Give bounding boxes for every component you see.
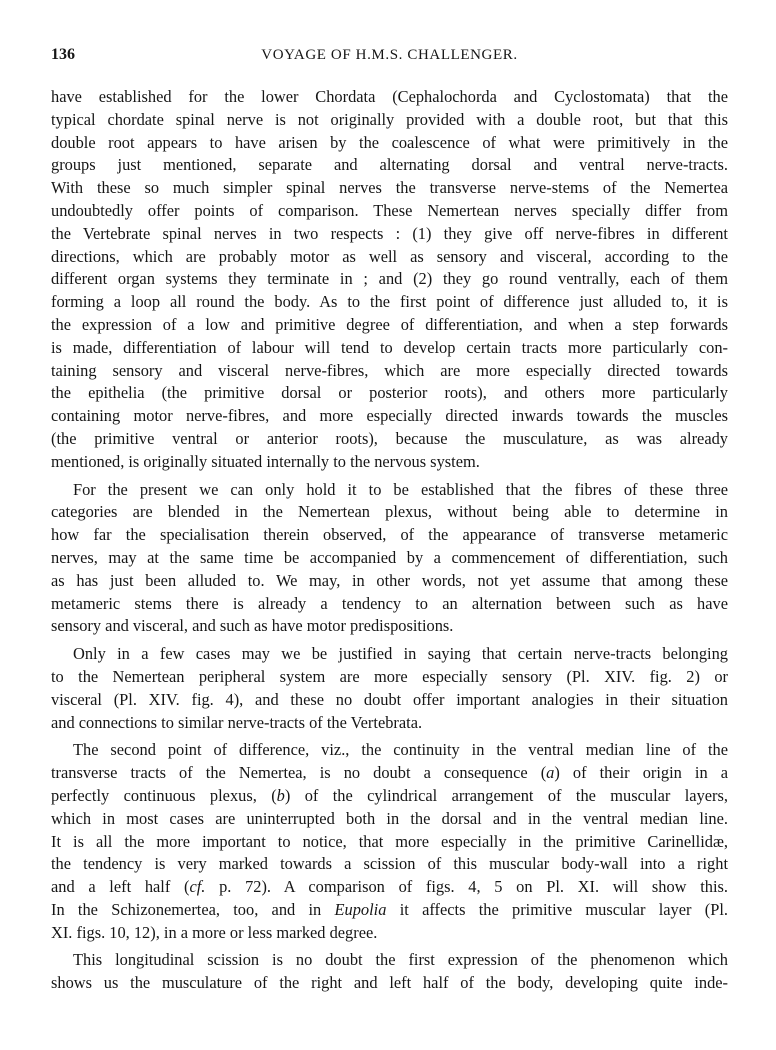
text-line — [51, 899, 728, 922]
text-line — [51, 86, 728, 109]
paragraph — [51, 86, 728, 474]
text-line — [51, 479, 728, 502]
text-line — [51, 785, 728, 808]
text-run: the expression of a low and primitive degree of differentiation, and when a step forwards — [51, 314, 728, 334]
text-run: containing motor nerve-fibres, and more especially directed inwards towards the muscles — [51, 406, 728, 426]
text-line — [51, 451, 728, 474]
text-line — [51, 643, 728, 666]
text-line — [51, 428, 728, 451]
text-run: transverse tracts of the Nemertea, is no doubt a consequence ( — [51, 763, 547, 783]
text-run: visceral (Pl. XIV. fig. 4), and these no doubt offer important analogies in their situation — [51, 689, 728, 709]
text-run: directions, which are probably motor as well as sensory and visceral, according to the — [51, 246, 728, 266]
running-head: VOYAGE OF H.M.S. CHALLENGER. — [261, 47, 518, 63]
text-line — [51, 739, 728, 762]
paragraph — [51, 949, 728, 995]
text-run: In the Schizonemertea, too, and in — [51, 899, 335, 919]
text-run: undoubtedly offer points of comparison. These Nemertean nerves specially differ from — [51, 200, 728, 220]
text-run: ) of their origin in a — [554, 763, 728, 783]
text-line — [51, 666, 728, 689]
text-line — [51, 922, 728, 945]
text-line — [51, 177, 728, 200]
text-run: how far the specialisation therein observed, of the appearance of transverse metameric — [51, 525, 728, 545]
text-line — [51, 762, 728, 785]
text-run: as has just been alluded to. We may, in other words, not yet assume that among these — [51, 570, 728, 590]
text-line — [51, 109, 728, 132]
text-line — [51, 972, 728, 995]
text-run: which in most cases are uninterrupted both in the dorsal and in the ventral median line. — [51, 808, 728, 828]
text-run: sensory and visceral, and such as have motor predispositions. — [51, 616, 454, 636]
text-line — [51, 712, 728, 735]
paragraph — [51, 739, 728, 944]
text-line — [51, 547, 728, 570]
text-run: the Vertebrate spinal nerves in two respects : (1) they give off nerve-fibres in different — [51, 223, 728, 243]
text-line — [51, 949, 728, 972]
text-line — [51, 615, 728, 638]
text-line — [51, 132, 728, 155]
text-line — [51, 876, 728, 899]
text-run: This longitudinal scission is no doubt the first expression of the phenomenon which — [73, 950, 728, 970]
text-run: shows us the musculature of the right and left half of the body, developing quite inde- — [51, 973, 728, 993]
text-run: With these so much simpler spinal nerves the transverse nerve-stems of the Nemertea — [51, 178, 728, 198]
text-run: is made, differentiation of labour will tend to develop certain tracts more particularly con- — [51, 337, 728, 357]
italic-text: Eupolia — [334, 899, 387, 919]
text-run: perfectly continuous plexus, ( — [51, 785, 277, 805]
text-run: p. 72). A comparison of figs. 4, 5 on Pl. XI. will show this. — [205, 877, 728, 897]
body-text — [51, 86, 728, 1000]
italic-text: cf. — [189, 877, 206, 897]
text-run: double root appears to have arisen by the coalescence of what were primitively in the — [51, 132, 728, 152]
text-run: metameric stems there is already a tendency to an alternation between such as have — [51, 593, 728, 613]
text-line — [51, 200, 728, 223]
text-run: (the primitive ventral or anterior roots), because the musculature, as was already — [51, 428, 728, 448]
text-line — [51, 593, 728, 616]
text-run: and a left half ( — [51, 877, 190, 897]
text-line — [51, 223, 728, 246]
text-run: nerves, may at the same time be accompanied by a commencement of differentiation, such — [51, 547, 728, 567]
text-line — [51, 291, 728, 314]
text-run: The second point of difference, viz., the continuity in the ventral median line of the — [73, 740, 728, 760]
text-line — [51, 405, 728, 428]
paragraph — [51, 643, 728, 734]
text-line — [51, 808, 728, 831]
page-number: 136 — [51, 46, 75, 63]
italic-text: b — [276, 785, 285, 805]
text-run: and connections to similar nerve-tracts of the Vertebrata. — [51, 712, 423, 732]
italic-text: a — [546, 763, 555, 783]
text-run: Only in a few cases may we be justified in saying that certain nerve-tracts belonging — [73, 644, 728, 664]
text-run: it affects the primitive muscular layer (Pl. — [386, 899, 728, 919]
text-line — [51, 570, 728, 593]
text-line — [51, 246, 728, 269]
text-line — [51, 337, 728, 360]
text-line — [51, 268, 728, 291]
text-run: to the Nemertean peripheral system are more especially sensory (Pl. XIV. fig. 2) or — [51, 666, 728, 686]
text-run: groups just mentioned, separate and alternating dorsal and ventral nerve-tracts. — [51, 155, 728, 175]
text-run: categories are blended in the Nemertean plexus, without being able to determine in — [51, 502, 728, 522]
text-run: different organ systems they terminate in ; and (2) they go round ventrally, each of them — [51, 269, 728, 289]
text-line — [51, 853, 728, 876]
paragraph — [51, 479, 728, 639]
page-header — [51, 44, 728, 66]
text-line — [51, 524, 728, 547]
text-line — [51, 689, 728, 712]
text-line — [51, 382, 728, 405]
text-run: typical chordate spinal nerve is not originally provided with a double root, but that this — [51, 109, 728, 129]
text-run: It is all the more important to notice, that more especially in the primitive Carinellidæ, — [51, 831, 728, 851]
text-line — [51, 154, 728, 177]
text-run: ) of the cylindrical arrangement of the muscular layers, — [284, 785, 728, 805]
text-line — [51, 314, 728, 337]
text-run: have established for the lower Chordata (Cephalochorda and Cyclostomata) that the — [51, 87, 728, 106]
text-run: For the present we can only hold it to be established that the fibres of these three — [73, 479, 728, 499]
text-run: the epithelia (the primitive dorsal or posterior roots), and others more particularly — [51, 383, 728, 403]
text-line — [51, 501, 728, 524]
text-run: XI. figs. 10, 12), in a more or less marked degree. — [51, 922, 378, 942]
text-run: mentioned, is originally situated internally to the nervous system. — [51, 451, 480, 471]
text-run: the tendency is very marked towards a scission of this muscular body-wall into a right — [51, 854, 728, 874]
text-run: forming a loop all round the body. As to the first point of difference just alluded to, it is — [51, 292, 728, 312]
text-run: taining sensory and visceral nerve-fibres, which are more especially directed towards — [51, 360, 728, 380]
text-line — [51, 831, 728, 854]
text-line — [51, 360, 728, 383]
